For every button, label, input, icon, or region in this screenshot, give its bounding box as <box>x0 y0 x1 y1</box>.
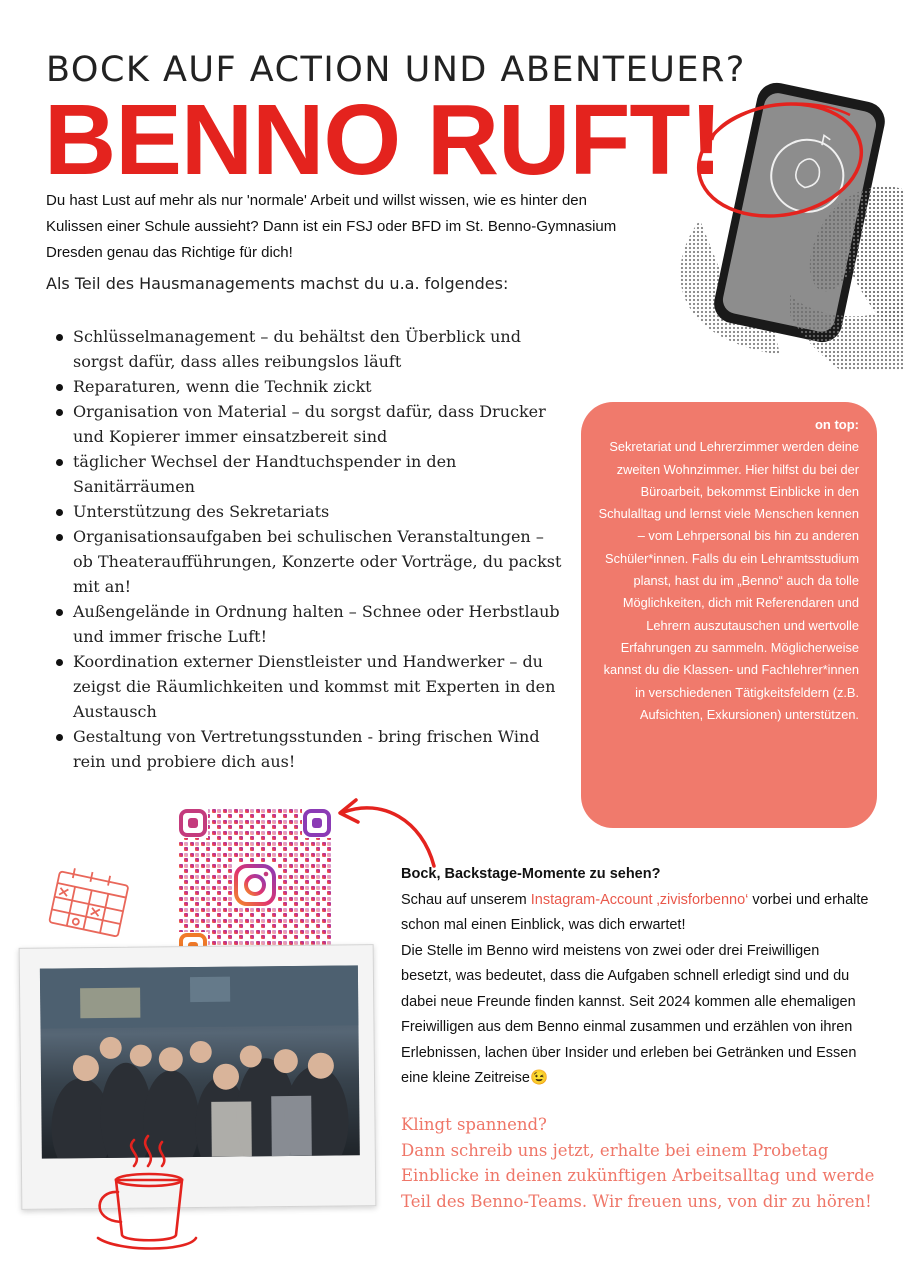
instagram-qr-code[interactable] <box>178 808 332 962</box>
backstage-paragraph: Die Stelle im Benno wird meistens von zwei oder drei Freiwilligen besetzt, was bedeutet, dass die Aufgaben schnell erledigt sind und du dabei neue Freunde finden kannst. Seit 2024 kommen alle ehemaligen Freiwilligen aus dem Benno einmal zusammen und erzählen von ihren Erlebnissen, lachen über Insider und erleben bei Getränken und Essen eine kleine Zeitreise😉 <box>401 942 857 1086</box>
task-item: Organisation von Material – du sorgst dafür, dass Drucker und Kopierer immer einsatzbereit sind <box>46 399 566 449</box>
task-item: Organisationsaufgaben bei schulischen Veranstaltungen – ob Theateraufführungen, Konzerte oder Vorträge, du packst mit an! <box>46 524 566 599</box>
task-item: Unterstützung des Sekretariats <box>46 499 566 524</box>
cta-title: Klingt spannend? <box>401 1115 547 1134</box>
instagram-account-link[interactable]: Instagram-Account ‚zivisforbenno‘ <box>530 891 749 908</box>
task-item: Außengelände in Ordnung halten – Schnee oder Herbstlaub und immer frische Luft! <box>46 599 566 649</box>
task-item: Reparaturen, wenn die Technik zickt <box>46 374 566 399</box>
call-to-action <box>401 1112 876 1214</box>
on-top-text: Sekretariat und Lehrerzimmer werden deine zweiten Wohnzimmer. Hier hilfst du bei der Büroarbeit, bekommst Einblicke in den Schulalltag und lernst viele Menschen kennen – vom Lehrpersonal bis hin zu anderen Schüler*innen. Falls du ein Lehramtsstudium planst, hast du im „Benno“ auch da tolle Möglichkeiten, dich mit Referendaren und Lehrern auszutauschen und wertvolle Erfahrungen zu sammeln. Möglicherweise kannst du die Klassen- und Fachlehrer*innen in verschiedenen Tätigkeitsfeldern (z.B. Aufsichten, Exkursionen) unterstützen. <box>598 439 859 722</box>
backstage-text-before: Schau auf unserem <box>401 891 531 908</box>
on-top-title: on top: <box>814 417 859 432</box>
intro-paragraph: Du hast Lust auf mehr als nur 'normale' Arbeit und willst wissen, wie es hinter den Kulissen einer Schule aussieht? Dann ist ein FSJ oder BFD im St. Benno-Gymnasium Dresden genau das Richtige für dich! <box>46 192 617 261</box>
task-item: Gestaltung von Vertretungsstunden - bring frischen Wind rein und probiere dich aus! <box>46 724 566 774</box>
backstage-instagram-line <box>401 888 871 939</box>
backstage-title: Bock, Backstage-Momente zu sehen? <box>401 866 661 882</box>
backstage-section <box>401 862 871 1092</box>
task-item: Schlüsselmanagement – du behältst den Überblick und sorgst dafür, dass alles reibungslos läuft <box>46 324 566 374</box>
task-item: Koordination externer Dienstleister und Handwerker – du zeigst die Räumlichkeiten und kommst mit Experten in den Austausch <box>46 649 566 724</box>
phone-hand-illustration <box>640 70 905 370</box>
calendar-icon <box>44 868 134 938</box>
backstage-text-after: vorbei und erhalte schon mal einen Einblick, was dich erwartet! <box>401 891 869 933</box>
on-top-box <box>581 402 877 828</box>
curved-arrow-icon <box>322 790 442 870</box>
task-list-lead: Als Teil des Hausmanagements machst du u.a. folgendes: <box>46 274 509 293</box>
kicker-heading: BOCK AUF ACTION UND ABENTEUER? <box>46 50 746 90</box>
coffee-cup-icon <box>78 1130 198 1250</box>
task-item: täglicher Wechsel der Handtuchspender in den Sanitärräumen <box>46 449 566 499</box>
cta-body: Dann schreib uns jetzt, erhalte bei einem Probetag Einblicke in deinen zukünftigen Arbeitsalltag und werde Teil des Benno-Teams. Wir freuen uns, von dir zu hören! <box>401 1140 875 1211</box>
task-list <box>46 324 566 774</box>
headline: BENNO RUFT! <box>44 84 722 196</box>
